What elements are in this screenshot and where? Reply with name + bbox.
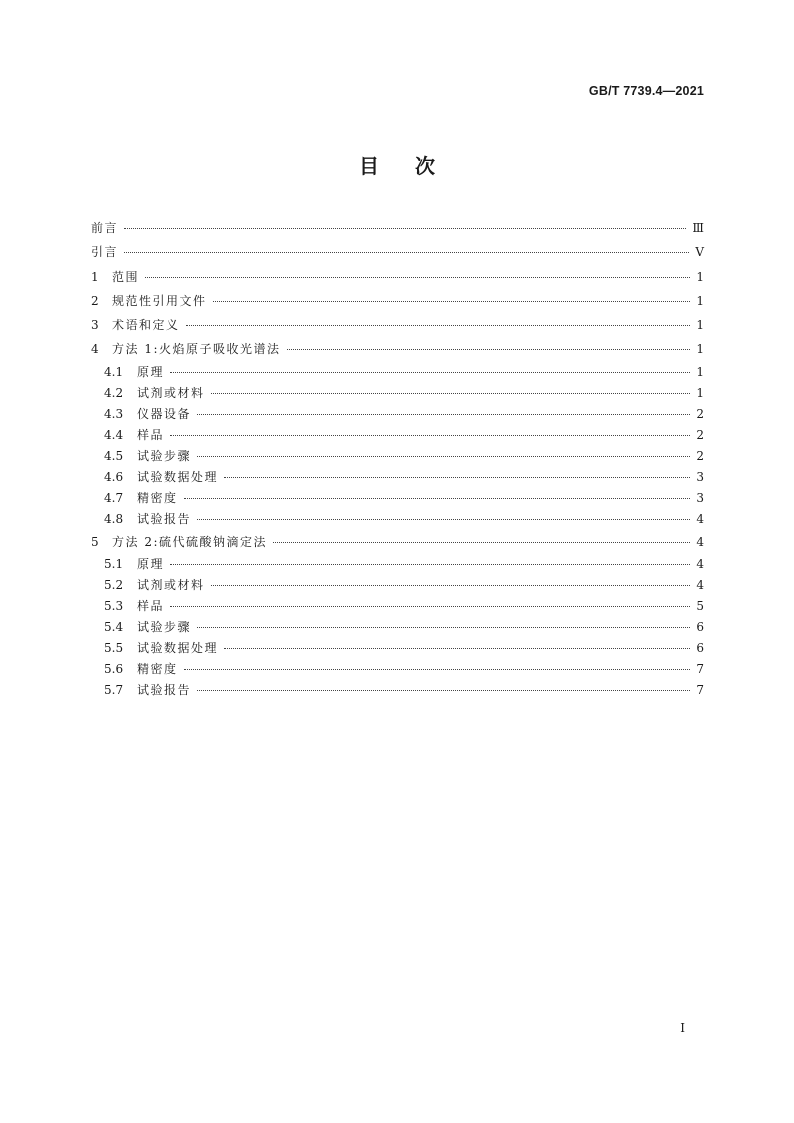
toc-entry[interactable] — [91, 404, 704, 425]
toc-entry-number: 3 — [91, 318, 99, 333]
toc-entry-number: 5.3 — [104, 599, 124, 614]
toc-entry[interactable] — [91, 425, 704, 446]
toc-entry[interactable] — [91, 240, 704, 264]
toc-entry-number: 4.8 — [104, 511, 124, 526]
toc-entry-number: 5.1 — [104, 557, 124, 572]
toc-entry-title: 试剂或材料 — [137, 578, 205, 593]
toc-entry-page: 1 — [696, 385, 704, 400]
toc-entry-page: 4 — [696, 557, 704, 572]
toc-entry-title: 试剂或材料 — [137, 385, 205, 400]
toc-entry[interactable] — [91, 383, 704, 404]
toc-entry-page: 1 — [696, 364, 704, 379]
toc-entry-page: Ⅴ — [695, 245, 704, 260]
toc-dot-leader — [124, 252, 689, 253]
toc-entry[interactable] — [91, 659, 704, 680]
toc-entry-page: 3 — [696, 469, 704, 484]
toc-entry[interactable] — [91, 337, 704, 361]
toc-entry-title: 试验数据处理 — [137, 469, 219, 484]
toc-entry-number: 5.7 — [104, 683, 124, 698]
toc-entry[interactable] — [91, 488, 704, 509]
toc-entry[interactable] — [91, 617, 704, 638]
toc-entry[interactable] — [91, 446, 704, 467]
toc-dot-leader — [197, 690, 690, 691]
toc-entry-number: 4.3 — [104, 406, 124, 421]
page-number: I — [680, 1021, 685, 1035]
toc-entry-page: 6 — [696, 620, 704, 635]
toc-dot-leader — [213, 301, 690, 302]
toc-entry-number: 2 — [91, 293, 99, 308]
toc-dot-leader — [184, 498, 690, 499]
toc-entry-title: 仪器设备 — [137, 406, 192, 421]
toc-dot-leader — [170, 435, 690, 436]
toc-entry-page: 6 — [696, 641, 704, 656]
standard-code: GB/T 7739.4—2021 — [588, 84, 704, 98]
toc-dot-leader — [145, 277, 690, 278]
toc-entry-page: 1 — [696, 293, 704, 308]
toc-entry-page: 4 — [696, 578, 704, 593]
toc-entry-title: 试验报告 — [137, 683, 192, 698]
toc-entry-title: 试验步骤 — [137, 620, 192, 635]
toc-entry-title: 方法 1:火焰原子吸收光谱法 — [112, 342, 281, 357]
toc-entry-number: 5.5 — [104, 641, 124, 656]
toc-entry[interactable] — [91, 554, 704, 575]
toc-entry-number: 4.1 — [104, 364, 124, 379]
toc-entry[interactable] — [91, 638, 704, 659]
toc-entry-page: 1 — [696, 269, 704, 284]
toc-entry[interactable] — [91, 289, 704, 313]
toc-entry[interactable] — [91, 596, 704, 617]
page-title: 目次 — [359, 154, 471, 178]
toc-entry-number: 5.2 — [104, 578, 124, 593]
toc-entry-number: 5 — [91, 534, 99, 549]
toc-entry-page: 1 — [696, 318, 704, 333]
toc-entry-title: 原理 — [137, 364, 165, 379]
toc-entry-number: 5.6 — [104, 662, 124, 677]
toc-dot-leader — [211, 585, 690, 586]
table-of-contents — [91, 216, 704, 701]
toc-dot-leader — [184, 669, 690, 670]
toc-entry-title: 精密度 — [137, 490, 178, 505]
toc-entry-title: 术语和定义 — [112, 318, 180, 333]
toc-entry-page: 2 — [696, 448, 704, 463]
toc-entry-page: 7 — [696, 662, 704, 677]
toc-entry-title: 样品 — [137, 427, 165, 442]
toc-entry[interactable] — [91, 680, 704, 701]
toc-entry-title: 原理 — [137, 557, 165, 572]
toc-entry[interactable] — [91, 467, 704, 488]
toc-dot-leader — [224, 648, 690, 649]
toc-entry-page: 3 — [696, 490, 704, 505]
toc-dot-leader — [197, 519, 690, 520]
toc-entry-title: 样品 — [137, 599, 165, 614]
toc-dot-leader — [124, 228, 686, 229]
toc-entry-title: 引言 — [91, 245, 119, 260]
toc-dot-leader — [170, 372, 690, 373]
toc-dot-leader — [197, 456, 690, 457]
toc-entry-number: 4.6 — [104, 469, 124, 484]
toc-entry[interactable] — [91, 216, 704, 240]
toc-entry-page: Ⅲ — [692, 221, 704, 235]
toc-entry-page: 5 — [696, 599, 704, 614]
toc-entry-page: 4 — [696, 511, 704, 526]
toc-entry-title: 试验数据处理 — [137, 641, 219, 656]
toc-entry-number: 4.5 — [104, 448, 124, 463]
toc-entry-title: 精密度 — [137, 662, 178, 677]
toc-dot-leader — [170, 564, 690, 565]
toc-dot-leader — [273, 542, 690, 543]
toc-entry-number: 5.4 — [104, 620, 124, 635]
toc-dot-leader — [287, 349, 691, 350]
toc-entry[interactable] — [91, 530, 704, 554]
toc-dot-leader — [186, 325, 690, 326]
toc-entry[interactable] — [91, 313, 704, 337]
toc-entry-page: 1 — [696, 342, 704, 357]
toc-entry-title: 试验步骤 — [137, 448, 192, 463]
toc-entry-title: 规范性引用文件 — [112, 293, 207, 308]
toc-entry-number: 4.2 — [104, 385, 124, 400]
toc-entry-title: 前言 — [91, 221, 119, 235]
toc-entry-number: 4.7 — [104, 490, 124, 505]
toc-entry-page: 7 — [696, 683, 704, 698]
toc-dot-leader — [224, 477, 690, 478]
toc-entry[interactable] — [91, 265, 704, 289]
toc-entry-number: 4 — [91, 342, 99, 357]
toc-entry-title: 范围 — [112, 269, 140, 284]
toc-entry-title: 试验报告 — [137, 511, 192, 526]
toc-entry-page: 2 — [696, 427, 704, 442]
toc-dot-leader — [197, 627, 690, 628]
toc-entry[interactable] — [91, 362, 704, 383]
toc-entry-number: 4.4 — [104, 427, 124, 442]
toc-dot-leader — [211, 393, 690, 394]
toc-dot-leader — [170, 606, 690, 607]
toc-entry[interactable] — [91, 509, 704, 530]
toc-entry-title: 方法 2:硫代硫酸钠滴定法 — [112, 534, 267, 549]
toc-dot-leader — [197, 414, 690, 415]
toc-entry-page: 4 — [696, 534, 704, 549]
toc-entry-number: 1 — [91, 269, 99, 284]
toc-entry[interactable] — [91, 575, 704, 596]
toc-entry-page: 2 — [696, 406, 704, 421]
